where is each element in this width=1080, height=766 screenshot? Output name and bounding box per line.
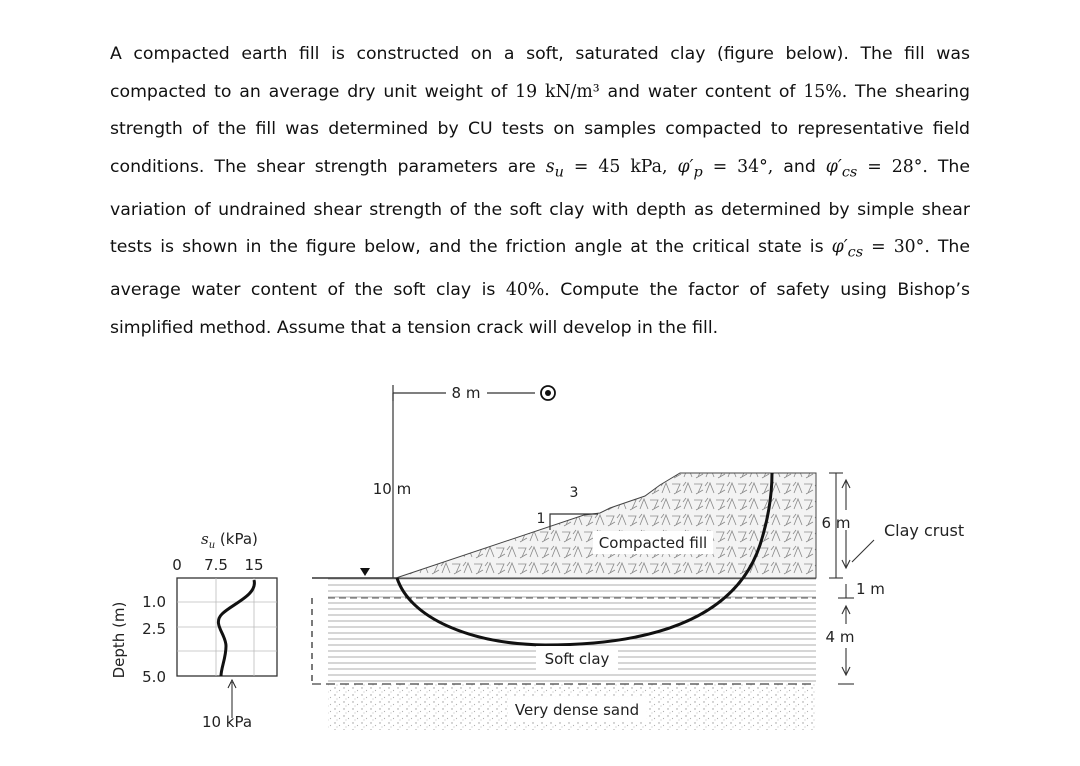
- problem-text-2: and water content of: [599, 81, 804, 102]
- phi-cs-subscript: cs: [841, 164, 858, 181]
- su-subscript: u: [554, 164, 564, 181]
- problem-text-4: and: [773, 156, 826, 177]
- clay-crust-label: Clay crust: [884, 521, 965, 540]
- very-dense-sand-label: Very dense sand: [514, 701, 640, 719]
- phi-cs-value: = 28°.: [857, 156, 928, 177]
- su-axis-subscript: u: [208, 540, 216, 551]
- depth-tick-1: 1.0: [142, 593, 166, 611]
- right-dimensions: [829, 473, 874, 684]
- su-tick-15: 15: [244, 556, 264, 574]
- problem-text-6: The average water content of the soft clay is: [110, 237, 971, 301]
- problem-text-1: A compacted earth fill is constructed on a soft, saturated clay (figure below). The fill was compacted to an average dry unit weight of: [110, 44, 970, 102]
- clay-water-content: 40%.: [505, 280, 550, 301]
- dim-10m-label: 10 m: [372, 480, 412, 498]
- depth-tick-5: 5.0: [142, 668, 166, 686]
- fill-water-content: 15%.: [803, 81, 848, 102]
- problem-text-3: The shearing strength of the fill was determined by CU tests on samples compacted to representative field conditions. The shear strength parameters are: [110, 81, 970, 177]
- dim-4m-label: 4 m: [825, 628, 855, 646]
- bottom-value-label: 10 kPa: [201, 713, 253, 731]
- circle-centre-dot-icon: [545, 390, 551, 396]
- depth-tick-2-5: 2.5: [142, 620, 166, 638]
- phi-p-subscript: p: [693, 164, 703, 181]
- su-axis-symbol: s: [201, 530, 209, 548]
- dim-1m-label: 1 m: [856, 580, 885, 598]
- phi-cs-symbol: φ′: [825, 156, 842, 177]
- dim-6m-label: 6 m: [821, 514, 851, 532]
- su-value: = 45 kPa,: [563, 156, 678, 177]
- depth-axis-label: Depth (m): [110, 601, 128, 679]
- cross-section: [312, 384, 964, 730]
- phi-cs-clay-symbol: φ′: [831, 237, 848, 258]
- problem-text-5: The variation of undrained shear strength of the soft clay with depth as determined by simple shear tests is shown in the figure below, and the friction angle at the critical state is: [110, 156, 971, 258]
- su-depth-profile: [110, 530, 277, 731]
- problem-text-7: Compute the factor of safety using Bishop’s simplified method. Assume that a tension crack will develop in the fill.: [110, 280, 971, 339]
- slope-horizontal-label: 3: [569, 485, 579, 501]
- soft-clay-label: Soft clay: [544, 650, 610, 668]
- su-symbol: s: [545, 156, 555, 177]
- slope-vertical-label: 1: [536, 511, 546, 527]
- su-axis-label: [201, 530, 258, 551]
- phi-p-symbol: φ′: [677, 156, 694, 177]
- su-profile-curve: [218, 580, 254, 676]
- phi-cs-clay-value: = 30°.: [863, 237, 930, 258]
- phi-cs-clay-subscript: cs: [847, 244, 864, 261]
- water-table-marker: [360, 568, 370, 576]
- phi-p-value: = 34°,: [702, 156, 774, 177]
- dim-8m-label: 8 m: [451, 384, 481, 402]
- dry-unit-weight-value: 19: [515, 81, 538, 102]
- compacted-fill-label: Compacted fill: [598, 534, 708, 552]
- profile-grid: [177, 578, 277, 676]
- su-tick-7-5: 7.5: [204, 556, 228, 574]
- su-axis-unit: (kPa): [215, 530, 258, 548]
- su-tick-0: 0: [172, 556, 182, 574]
- dry-unit-weight-unit: kN/m³: [544, 81, 600, 102]
